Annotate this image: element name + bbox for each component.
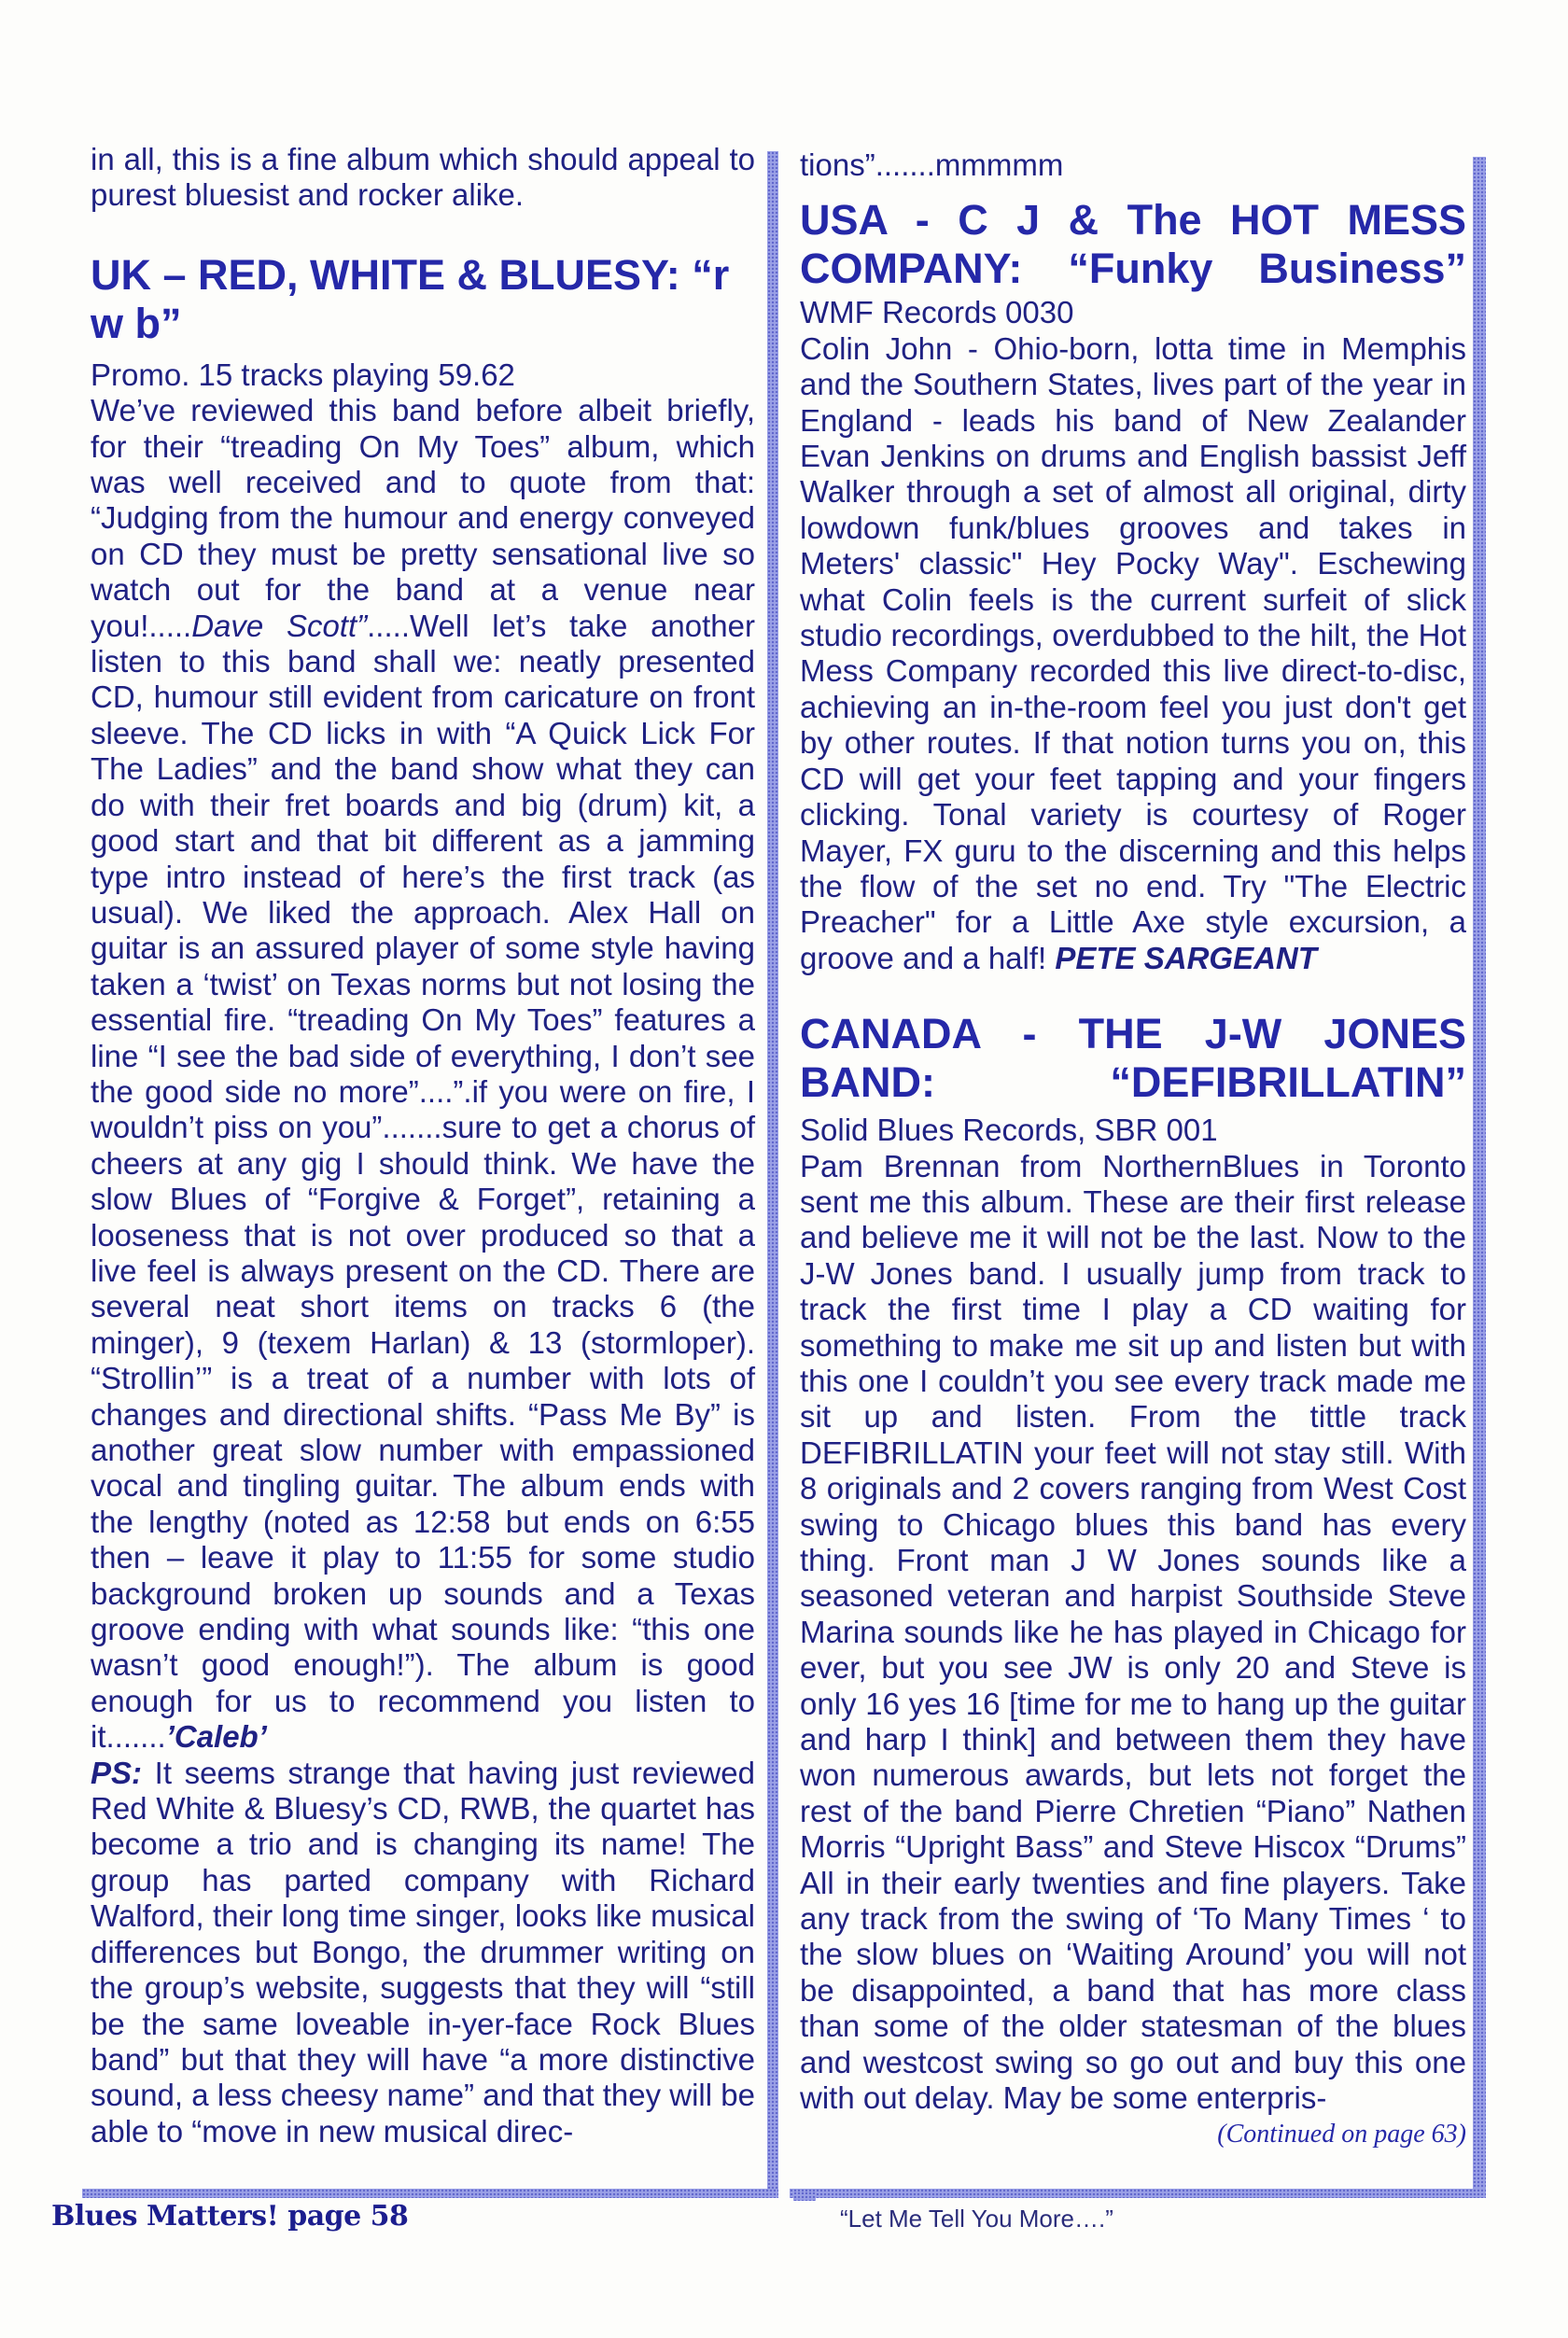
review-label-canada: Solid Blues Records, SBR 001 [800,1113,1218,1148]
review-heading-usa: USA - C J & The HOT MESS COMPANY: “Funky Business” [800,196,1466,293]
right-column-right-rule [1473,157,1486,2197]
left-column-right-rule [767,151,778,2197]
footer-marker [793,2191,816,2201]
review-heading-canada: CANADA - THE J-W JONES BAND: “DEFIBRILLATIN” [800,1010,1466,1107]
review-heading-uk: UK – RED, WHITE & BLUESY: “r w b” [91,250,730,347]
right-column-bottom-rule [790,2189,1486,2198]
review-signature-usa: PETE SARGEANT [1055,940,1317,975]
continued-note: (Continued on page 63) [1217,2119,1466,2149]
page-footer-teaser: “Let Me Tell You More….” [840,2205,1113,2233]
review-signature-uk: ’Caleb’ [165,1719,267,1755]
review-label-uk: Promo. 15 tracks playing 59.62 [91,357,515,392]
quote-author: Dave Scott” [191,608,368,643]
review-body-uk-part-b: .....Well let’s take another listen to this band shall we: neatly presented CD, humour still evident from caricature on front sleeve. The CD licks in with “A Quick Lick For The Ladies” and the band show what they can do with their fret boards and big (drum) kit, a good start and that bit different as a jamming type intro instead of here’s the first track (as usual). We liked the approach. Alex Hall on guitar is an assured player of some style having taken a ‘twist’ on Texas norms but not losing the essential fire. “treading On My Toes” features a line “I see the bad side of everything, I don’t see the good side no more”....”.if you were on fire, I wouldn’t piss on you”.......sure to get a chorus of cheers at any gig I should think. We have the slow Blues of “Forgive & Forget”, retaining a looseness that is not over produced so that a live feel is always present on the CD. There are several neat short items on tracks 6 (the minger), 9 (texem Harlan) & 13 (stormloper). “Strollin’” is a treat of a number with lots of changes and directional shifts. “Pass Me By” is another great slow number with empassioned vocal and tingling guitar. The album ends with the lengthy (noted as 12:58 but ends on 6:55 then – leave it play to 11:55 for some studio background broken up sounds and a Texas groove ending with what sounds like: “this one wasn’t good enough!”). The album is good enough for us to recommend you listen to it....... [91,608,755,1755]
left-column-bottom-rule [82,2189,778,2198]
review-body-uk-part-a: We’ve reviewed this band before albeit briefly, for their “treading On My Toes” album, which was well received and to quote from that: “Judging from the humour and energy conveyed on CD they must be pretty sensational live so watch out for the band at a venue near you!..... [91,393,755,643]
left-column [91,142,755,2149]
right-column [800,147,1466,2152]
ps-body: It seems strange that having just reviewed Red White & Bluesy’s CD, RWB, the quartet has become a trio and is changing its name! The group has parted company with Richard Walford, their long time singer, looks like musical differences but Bongo, the drummer writing on the group’s website, suggests that they will “still be the same loveable in-yer-face Rock Blues band” but that they will have “a more distinctive sound, a less cheesy name” and that they will be able to “move in new musical direc- [91,1755,755,2149]
review-body-usa-text: Colin John - Ohio-born, lotta time in Memphis and the Southern States, lives part of the year in England - leads his band of New Zealander Evan Jenkins on drums and English bassist Jeff Walker through a set of almost all original, dirty lowdown funk/blues grooves and takes in Meters' classic" Hey Pocky Way". Eschewing what Colin feels is the current surfeit of slick studio recordings, overdubbed to the hilt, the Hot Mess Company recorded this live direct-to-disc, achieving an in-the-room feel you just don't get by other routes. If that notion turns you on, this CD will get your feet tapping and your fingers clicking. Tonal variety is courtesy of Roger Mayer, FX guru to the discerning and this helps the flow of the set no end. Try "The Electric Preacher" for a Little Axe style excursion, a groove and a half! [800,330,1466,975]
review-body-canada: Pam Brennan from NorthernBlues in Toronto sent me this album. These are their first release and believe me it will not be the last. Now to the J-W Jones band. I usually jump from track to track the first time I play a CD waiting for something to make me sit up and listen but with this one I couldn’t you see every track made me sit up and listen. From the tittle track DEFIBRILLATIN your feet will not stay still. With 8 originals and 2 covers ranging from West Cost swing to Chicago blues this band has every thing. Front man J W Jones sounds like a seasoned veteran and harpist Southside Steve Marina sounds like he has played in Chicago for ever, but you see JW is only 20 and Steve is only 16 yes 16 [time for me to hang up the guitar and harp I think] and between them they have won numerous awards, but lets not forget the rest of the band Pierre Chretien “Piano” Nathen Morris “Upright Bass” and Steve Hiscox “Drums” All in their early twenties and fine players. Take any track from the swing of ‘To Many Times ‘ to the slow blues on ‘Waiting Around’ you will not be disappointed, a band that has more class than some of the older statesman of the blues and westcost swing so go out and buy this one with out delay. May be some enterpris- [800,1148,1466,2116]
ps-label: PS: [91,1755,143,1790]
page-footer-title: Blues Matters! page 58 [51,2200,409,2233]
review-body-uk [91,393,755,1755]
postscript [91,1756,755,2149]
continuation-text: tions”.......mmmmm [800,147,1064,182]
review-label-usa: WMF Records 0030 [800,295,1074,330]
intro-paragraph: in all, this is a fine album which should appeal to purest bluesist and rocker alike. [91,142,755,213]
review-body-usa [800,331,1466,976]
